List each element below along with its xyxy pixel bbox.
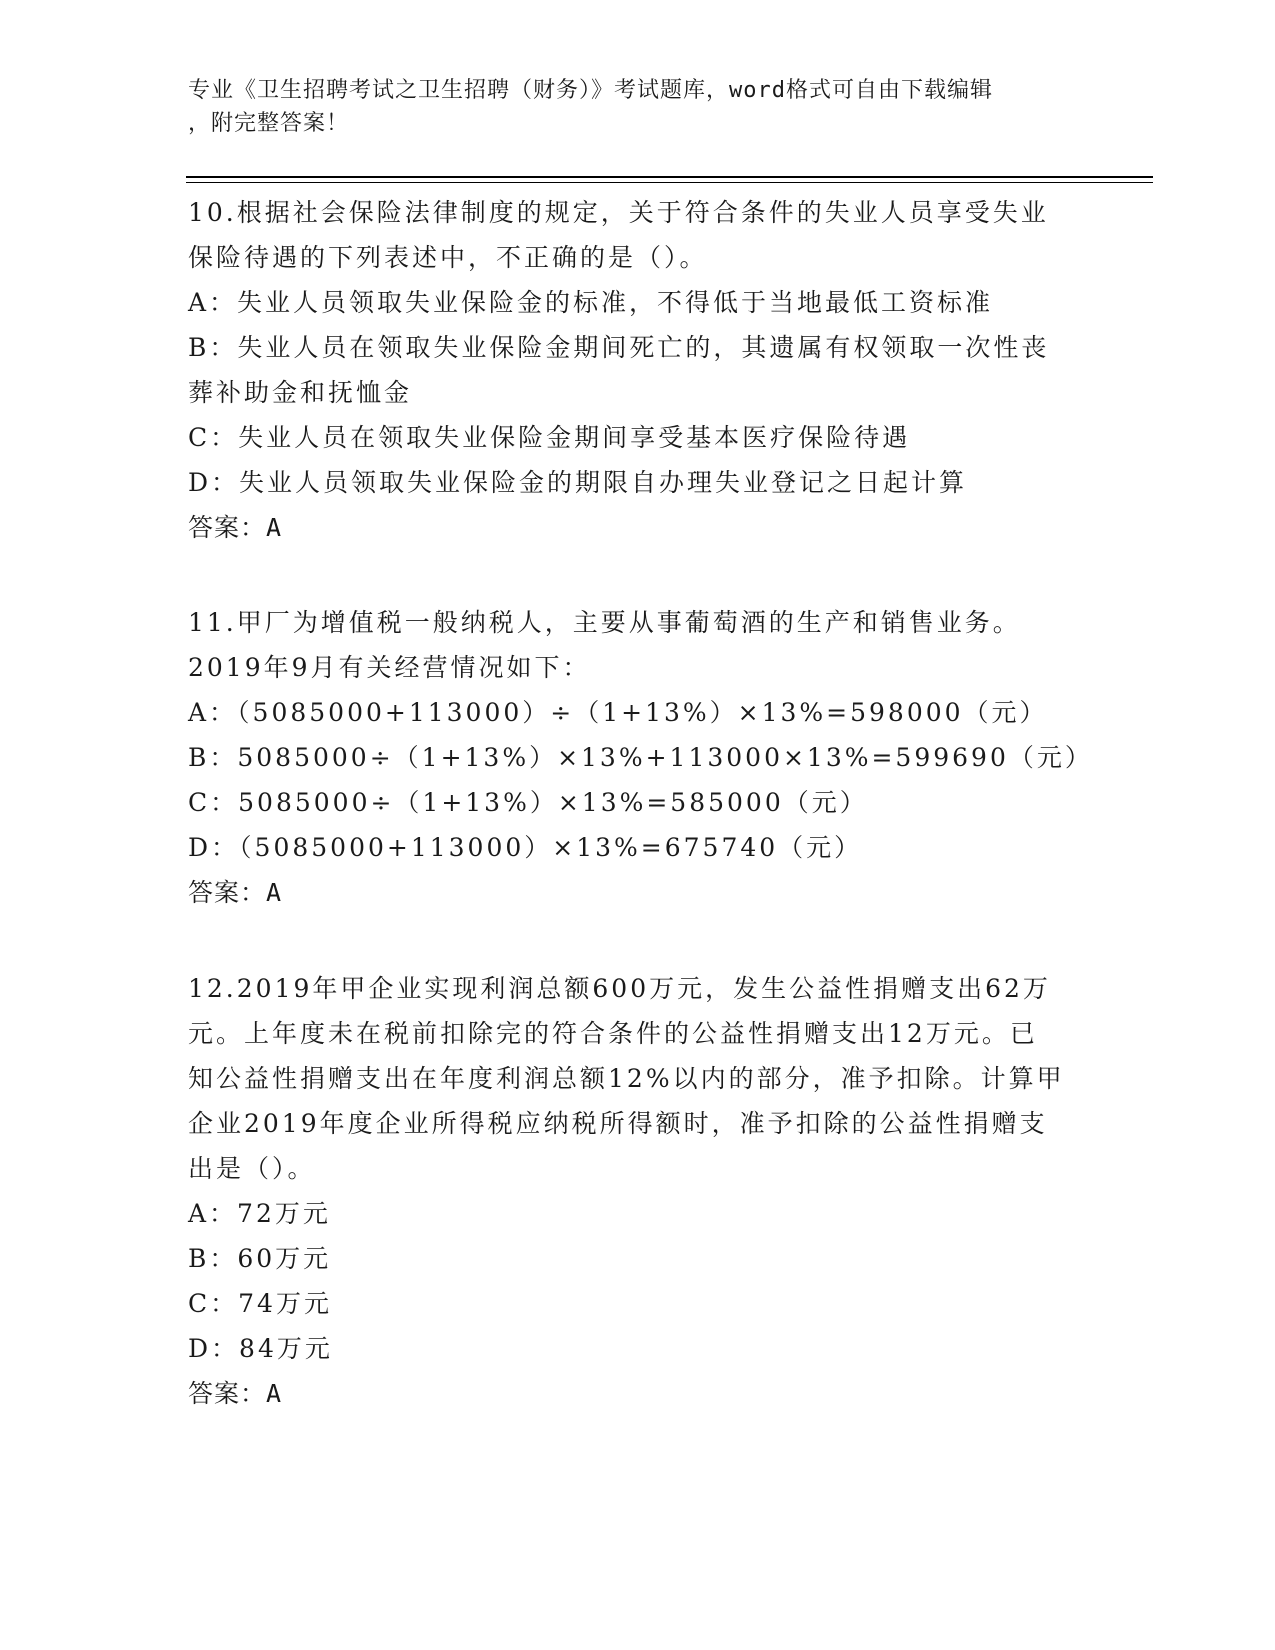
question-stem-line: 知公益性捐赠支出在年度利润总额12%以内的部分，准予扣除。计算甲 [188,1064,1065,1093]
question-10 [188,190,1088,550]
option-b: B：5085000÷（1+13%）×13%+113000×13%=599690（元） [188,743,1093,772]
header-line-2: ，附完整答案！ [188,111,350,136]
option-b: B：失业人员在领取失业保险金期间死亡的，其遗属有权领取一次性丧 [188,333,1050,362]
option-a: A：72万元 [188,1199,331,1228]
header-divider-thick [186,176,1153,178]
question-12 [188,966,1088,1416]
option-c: C：74万元 [188,1289,332,1318]
question-stem-line: 12.2019年甲企业实现利润总额600万元，发生公益性捐赠支出62万 [188,974,1051,1003]
option-c: C：失业人员在领取失业保险金期间享受基本医疗保险待遇 [188,423,911,452]
question-stem-line: 出是（）。 [188,1154,316,1183]
option-d: D：84万元 [188,1334,333,1363]
option-a: A：失业人员领取失业保险金的标准，不得低于当地最低工资标准 [188,288,994,317]
question-stem-line: 11.甲厂为增值税一般纳税人，主要从事葡萄酒的生产和销售业务。 [188,608,1021,637]
answer-label: 答案：A [188,878,283,907]
option-b-continued: 葬补助金和抚恤金 [188,378,413,407]
option-c: C：5085000÷（1+13%）×13%=585000（元） [188,788,868,817]
question-stem-line: 2019年9月有关经营情况如下： [188,653,591,682]
header-divider-thin [186,182,1153,183]
answer-label: 答案：A [188,513,283,542]
option-d: D：失业人员领取失业保险金的期限自办理失业登记之日起计算 [188,468,968,497]
option-b: B：60万元 [188,1244,332,1273]
header-line-1: 专业《卫生招聘考试之卫生招聘（财务）》考试题库，word格式可自由下载编辑 [188,78,993,103]
option-d: D：（5085000+113000）×13%=675740（元） [188,833,863,862]
answer-label: 答案：A [188,1379,283,1408]
question-stem-line: 企业2019年度企业所得税应纳税所得额时，准予扣除的公益性捐赠支 [188,1109,1048,1138]
question-stem-line: 元。上年度未在税前扣除完的符合条件的公益性捐赠支出12万元。已 [188,1019,1038,1048]
question-stem-line: 10.根据社会保险法律制度的规定，关于符合条件的失业人员享受失业 [188,198,1049,227]
question-stem-line: 保险待遇的下列表述中，不正确的是（）。 [188,243,708,272]
option-a: A：（5085000+113000）÷（1+13%）×13%=598000（元） [188,698,1048,727]
question-11 [188,600,1093,915]
document-header [188,74,1068,140]
